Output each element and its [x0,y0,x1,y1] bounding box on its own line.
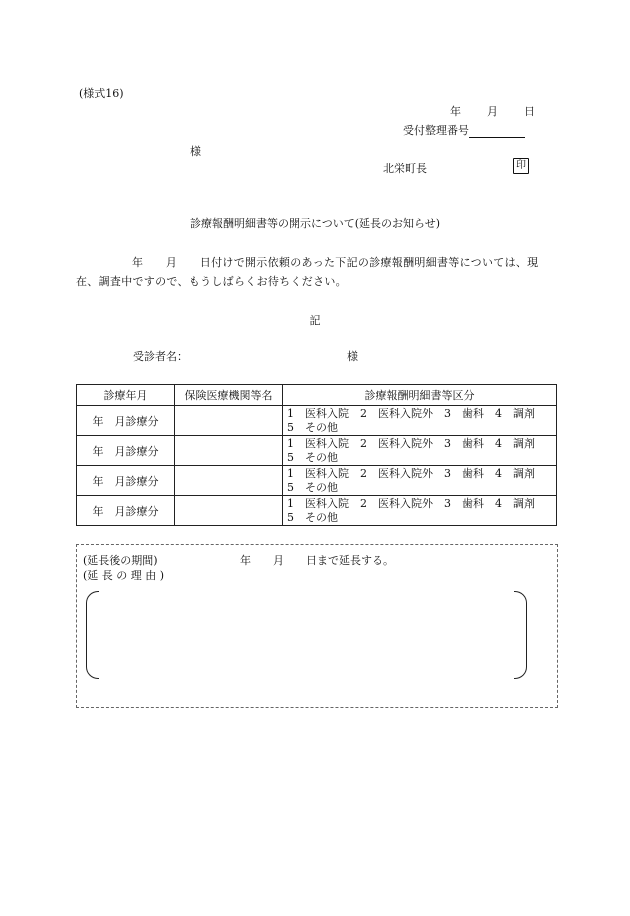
reason-bracket-right [514,591,527,679]
receipt-number [403,122,525,138]
date-year: 年 [450,105,461,118]
category-line-2: 5 その他 [287,510,338,524]
cell-category [283,496,557,526]
patient-label: 受診者名： [133,350,188,363]
category-line-1: 1 医科入院 2 医科入院外 3 歯科 4 調剤 [287,436,535,450]
date-day: 日 [524,105,535,118]
extension-period-label: (延長後の期間) [83,554,158,567]
form-number: (様式16) [79,87,124,100]
document-title: 診療報酬明細書等の開示について(延長のお知らせ) [189,217,441,230]
extension-until-date: 年 月 日まで延長する。 [240,554,394,567]
category-line-2: 5 その他 [287,480,338,494]
cell-institution [175,496,283,526]
claims-table [76,384,557,526]
addressee-honorific: 様 [190,145,201,158]
date-line [450,103,535,119]
date-month: 月 [487,105,498,118]
cell-institution [175,466,283,496]
cell-category [283,406,557,436]
header-category: 診療報酬明細書等区分 [283,385,557,406]
cell-year-month: 年 月診療分 [77,406,175,436]
table-row [77,466,557,496]
table-row [77,496,557,526]
cell-institution [175,436,283,466]
seal-mark: 印 [513,158,529,174]
receipt-number-label: 受付整理番号 [403,124,469,137]
cell-institution [175,406,283,436]
category-line-1: 1 医科入院 2 医科入院外 3 歯科 4 調剤 [287,466,535,480]
category-line-2: 5 その他 [287,420,338,434]
reason-bracket-left [86,591,99,679]
category-line-1: 1 医科入院 2 医科入院外 3 歯科 4 調剤 [287,406,535,420]
cell-year-month: 年 月診療分 [77,496,175,526]
category-line-2: 5 その他 [287,450,338,464]
extension-reason-label: (延 長 の 理 由 ) [83,569,165,582]
header-year-month: 診療年月 [77,385,175,406]
table-header-row [77,385,557,406]
cell-category [283,466,557,496]
cell-year-month: 年 月診療分 [77,466,175,496]
cell-category [283,436,557,466]
table-row [77,406,557,436]
header-institution: 保険医療機関等名 [175,385,283,406]
table-row [77,436,557,466]
ki-heading: 記 [309,314,321,327]
category-line-1: 1 医科入院 2 医科入院外 3 歯科 4 調剤 [287,496,535,510]
document-body: 年 月 日付けで開示依頼のあった下記の診療報酬明細書等については、現在、調査中ですので、もうしばらくお待ちください。 [76,256,539,288]
patient-honorific: 様 [347,350,358,363]
sender-title: 北栄町長 [383,162,427,175]
receipt-number-blank [469,125,525,138]
cell-year-month: 年 月診療分 [77,436,175,466]
